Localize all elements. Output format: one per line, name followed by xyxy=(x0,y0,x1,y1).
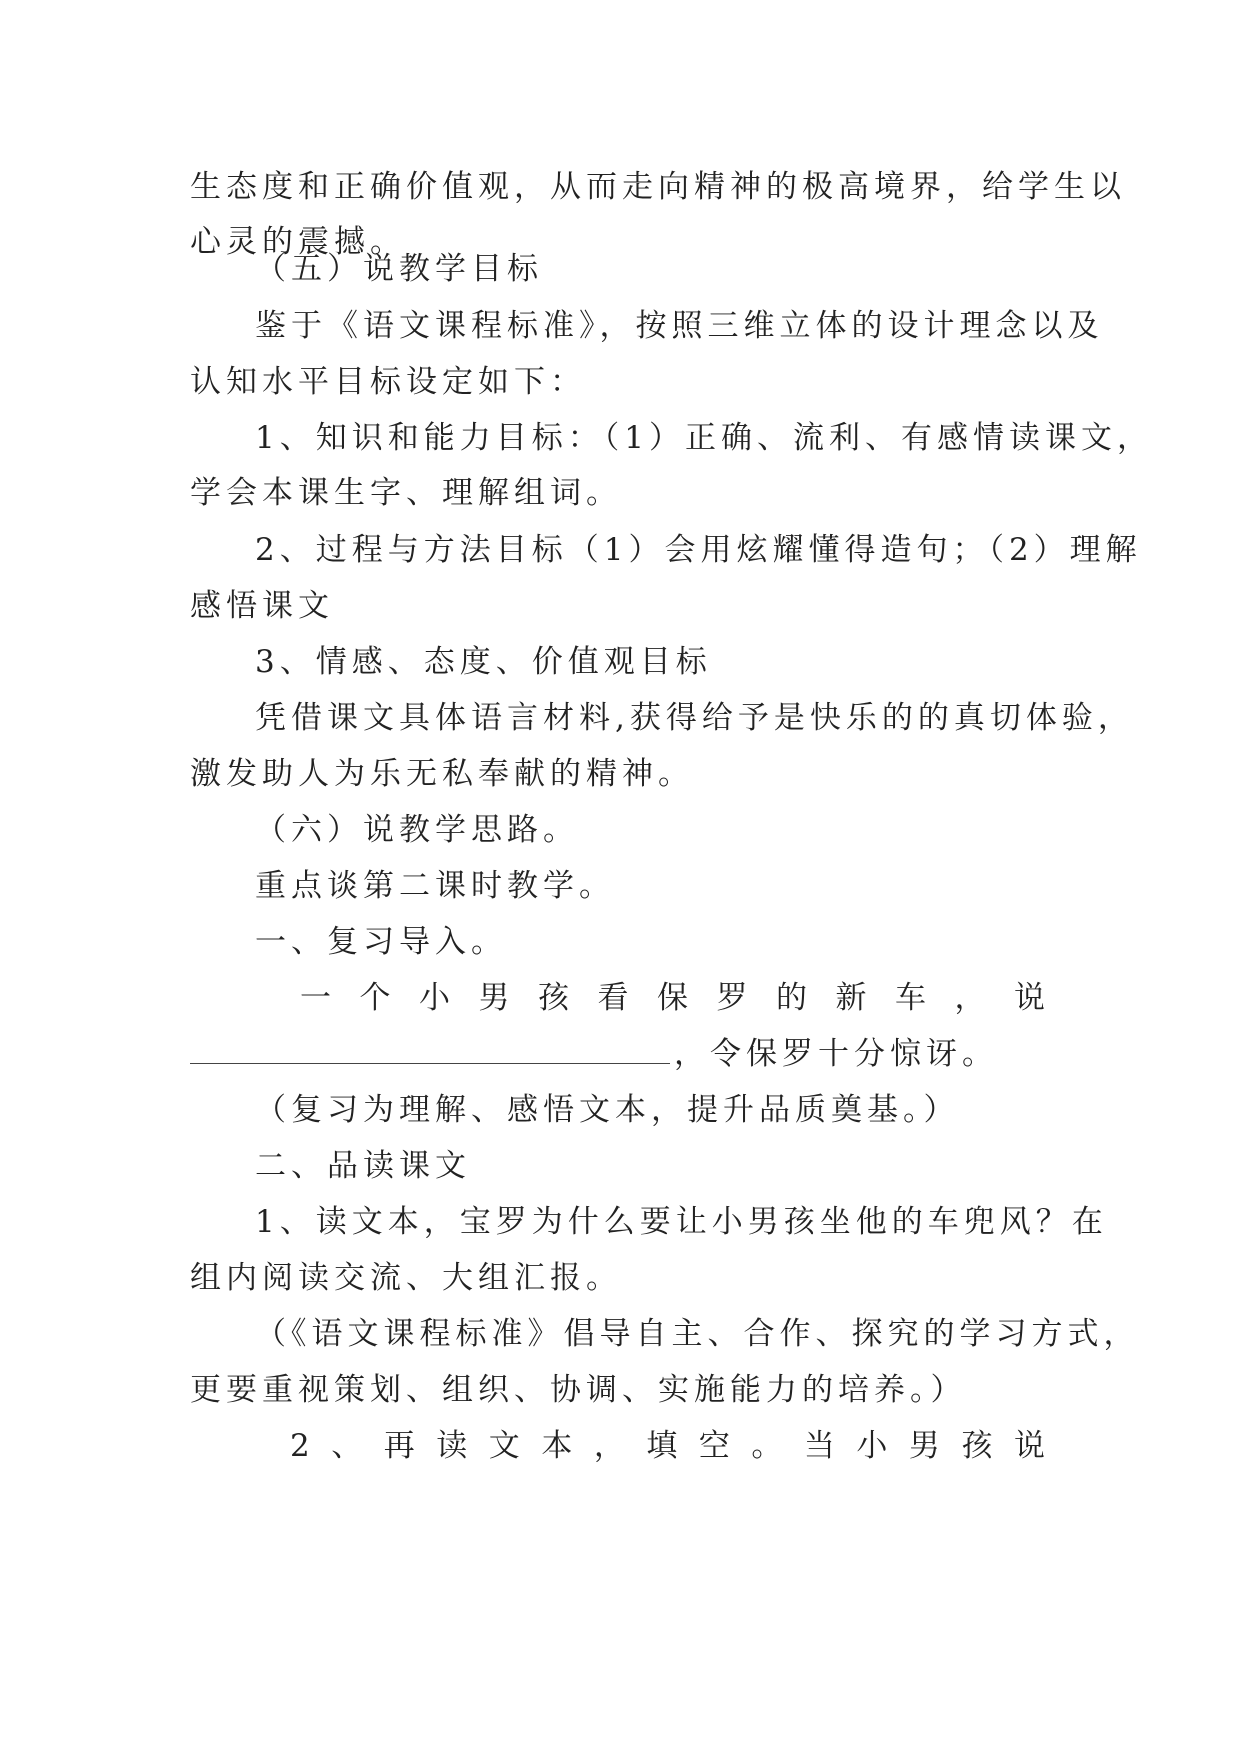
justified-char: 的 xyxy=(776,980,807,1016)
text-line: 心灵的震撼。 xyxy=(190,224,406,260)
justified-char: 本 xyxy=(541,1428,573,1464)
justified-char: 2 xyxy=(290,1428,310,1464)
justified-char: 男 xyxy=(478,980,510,1016)
justified-char: 。 xyxy=(751,1428,783,1464)
list-item: 1、读文本，宝罗为什么要让小男孩坐他的车兜风？在 xyxy=(255,1204,1108,1240)
justified-char: 当 xyxy=(803,1428,835,1464)
text-line: 感悟课文 xyxy=(190,588,334,624)
justified-char: 看 xyxy=(597,980,629,1016)
justified-char: 车 xyxy=(895,980,926,1016)
text-line: 认知水平目标设定如下： xyxy=(190,364,586,400)
text-line: 重点谈第二课时教学。 xyxy=(255,868,615,904)
justified-char: 一 xyxy=(300,980,331,1016)
justified-char: 、 xyxy=(331,1428,363,1464)
list-item: 2、过程与方法目标（1）会用炫耀懂得造句；（2）理解 xyxy=(255,532,1142,568)
text-line: 凭借课文具体语言材料,获得给予是快乐的的真切体验， xyxy=(255,700,1134,736)
text-line: 鉴于《语文课程标准》，按照三维立体的设计理念以及 xyxy=(255,308,1104,344)
justified-char: 个 xyxy=(359,980,391,1016)
justified-char: 填 xyxy=(646,1428,678,1464)
text-line: 组内阅读交流、大组汇报。 xyxy=(190,1260,622,1296)
justified-char: 再 xyxy=(383,1428,415,1464)
text-line: 生态度和正确价值观，从而走向精神的极高境界，给学生以 xyxy=(190,169,1126,205)
justified-char: 文 xyxy=(488,1428,520,1464)
justified-char: 说 xyxy=(1014,980,1045,1016)
justified-char: 罗 xyxy=(716,980,748,1016)
justified-char: ， xyxy=(593,1428,625,1464)
justified-line xyxy=(300,974,1045,1022)
justified-char: 孩 xyxy=(961,1428,993,1464)
justified-char: 小 xyxy=(856,1428,888,1464)
justified-line xyxy=(290,1422,1045,1470)
justified-char: 空 xyxy=(698,1428,730,1464)
justified-char: 新 xyxy=(835,980,867,1016)
list-item: 1、知识和能力目标：（1）正确、流利、有感情读课文， xyxy=(255,420,1153,456)
justified-char: 孩 xyxy=(538,980,569,1016)
text-line: 更要重视策划、组织、协调、实施能力的培养。） xyxy=(190,1372,967,1408)
justified-char: 读 xyxy=(436,1428,468,1464)
subsection-heading: 一、复习导入。 xyxy=(255,924,507,960)
justified-char: 说 xyxy=(1013,1428,1045,1464)
text-line: 学会本课生字、理解组词。 xyxy=(190,475,622,511)
fill-in-suffix: ，令保罗十分惊讶。 xyxy=(674,1036,998,1072)
fill-in-blank xyxy=(190,1037,670,1064)
section-heading: 二、品读课文 xyxy=(255,1148,471,1184)
justified-char: 小 xyxy=(419,980,450,1016)
justified-char: ， xyxy=(954,980,986,1016)
note-line: （复习为理解、感悟文本，提升品质奠基。） xyxy=(255,1092,960,1128)
section-heading: （五）说教学目标 xyxy=(255,251,543,287)
section-heading: （六）说教学思路。 xyxy=(255,812,579,848)
note-line: （《语文课程标准》倡导自主、合作、探究的学习方式， xyxy=(255,1316,1140,1352)
justified-char: 保 xyxy=(657,980,688,1016)
list-item: 3、情感、态度、价值观目标 xyxy=(255,644,712,680)
fill-in-line xyxy=(190,1030,1050,1078)
text-line: 激发助人为乐无私奉献的精神。 xyxy=(190,756,694,792)
justified-char: 男 xyxy=(908,1428,940,1464)
section-heading xyxy=(232,0,1092,48)
